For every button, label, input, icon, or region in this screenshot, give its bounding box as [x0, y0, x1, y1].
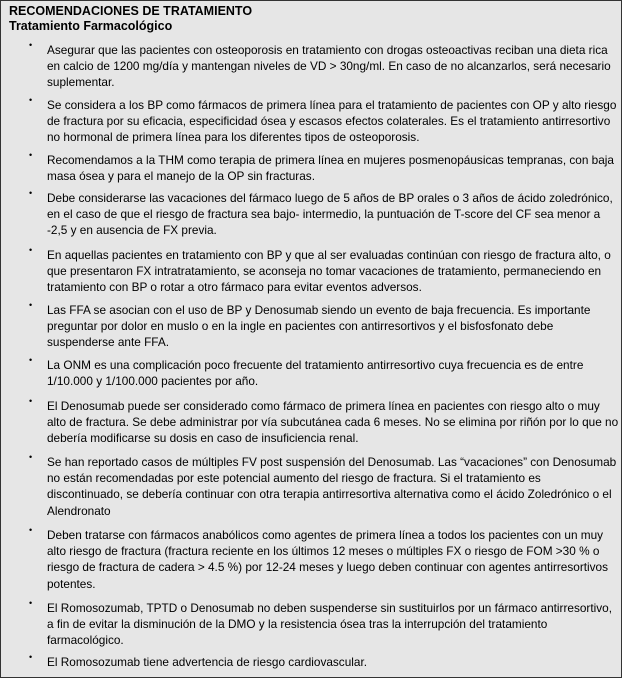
bullet-icon: • [29, 452, 33, 462]
bullet-icon: • [29, 188, 33, 198]
list-item-text: Recomendamos a la THM como terapia de primera línea en mujeres posmenopáusicas tempranas, con baja masa ósea y para el manejo de la OP sin fracturas. [47, 153, 614, 184]
list-item-text: El Romosozumab, TPTD o Denosumab no deben suspenderse sin sustituirlos por un fármaco antirresortivo, a fin de evitar la disminución de la DMO y la resistencia ósea tras la interrupción del tratamiento farmacológico. [47, 601, 612, 648]
bullet-icon: • [29, 598, 33, 608]
document-title: RECOMENDACIONES DE TRATAMIENTO [9, 4, 253, 18]
list-item-text: La ONM es una complicación poco frecuente del tratamiento antirresortivo cuya frecuencia es de entre 1/10.000 y 1/100.000 pacientes por año. [47, 358, 584, 389]
list-item-text: Deben tratarse con fármacos anabólicos como agentes de primera línea a todos los pacientes con un muy alto riesgo de fractura (fractura reciente en los últimos 12 meses o múltiples FX o riesgo de FOM >30 % o riesgo de fractura de cadera > 4.5 %) por 12-24 meses y luego deben continuar con agentes antirresortivos potentes. [47, 528, 609, 591]
bullet-icon: • [29, 355, 33, 365]
bullet-icon: • [29, 245, 33, 255]
bullet-icon: • [29, 300, 33, 310]
list-item-text: En aquellas pacientes en tratamiento con BP y que al ser evaluadas continúan con riesgo de fractura alto, o que presentaron FX intratratamiento, se aconseja no tomar vacaciones de tratamiento, permaneciendo en tratamiento con BP o rotar a otro fármaco para evitar eventos adversos. [47, 248, 611, 295]
bullet-icon: • [29, 95, 33, 105]
list-item-text: El Denosumab puede ser considerado como fármaco de primera línea en pacientes con riesgo alto o muy alto de fractura. Se debe administrar por vía subcutánea cada 6 meses. No se elimina por riñón por lo que no debería modificarse su dosis en caso de insuficiencia renal. [47, 399, 619, 446]
list-item-text: Debe considerarse las vacaciones del fármaco luego de 5 años de BP orales o 3 años de ácido zoledrónico, en el caso de que el riesgo de fractura sea bajo- intermedio, la puntuación de T-score del CF sea menor a -2,5 y en ausencia de FX previa. [47, 191, 613, 238]
document-subtitle: Tratamiento Farmacológico [9, 19, 173, 33]
bullet-icon: • [29, 150, 33, 160]
bullet-icon: • [29, 652, 33, 662]
bullet-icon: • [29, 396, 33, 406]
bullet-icon: • [29, 40, 33, 50]
list-item-text: El Romosozumab tiene advertencia de riesgo cardiovascular. [47, 655, 367, 669]
list-item-text: Se han reportado casos de múltiples FV post suspensión del Denosumab. Las “vacaciones” con Denosumab no están recomendadas por este potencial aumento del riesgo de fractura. Si el tratamiento es discontinuado, se debería continuar con otra terapia antirresortiva alternativa como el ácido Zoledrónico o el Alendronato [47, 455, 617, 518]
bullet-icon: • [29, 525, 33, 535]
list-item-text: Asegurar que las pacientes con osteoporosis en tratamiento con drogas osteoactivas reciban una dieta rica en calcio de 1200 mg/día y mantengan niveles de VD > 30ng/ml. En caso de no alcanzarlos, será necesario suplementar. [47, 43, 611, 90]
list-item-text: Las FFA se asocian con el uso de BP y Denosumab siendo un evento de baja frecuencia. Es importante preguntar por dolor en muslo o en la ingle en pacientes con antirresortivos y el bisfosfonato debe suspenderse ante FFA. [47, 303, 591, 350]
list-item-text: Se considera a los BP como fármacos de primera línea para el tratamiento de pacientes con OP y alto riesgo de fractura por su eficacia, especificidad ósea y escasos efectos colaterales. Es el tratamiento antirresortivo no hormonal de primera línea para los diferentes tipos de osteoporosis. [47, 98, 617, 145]
